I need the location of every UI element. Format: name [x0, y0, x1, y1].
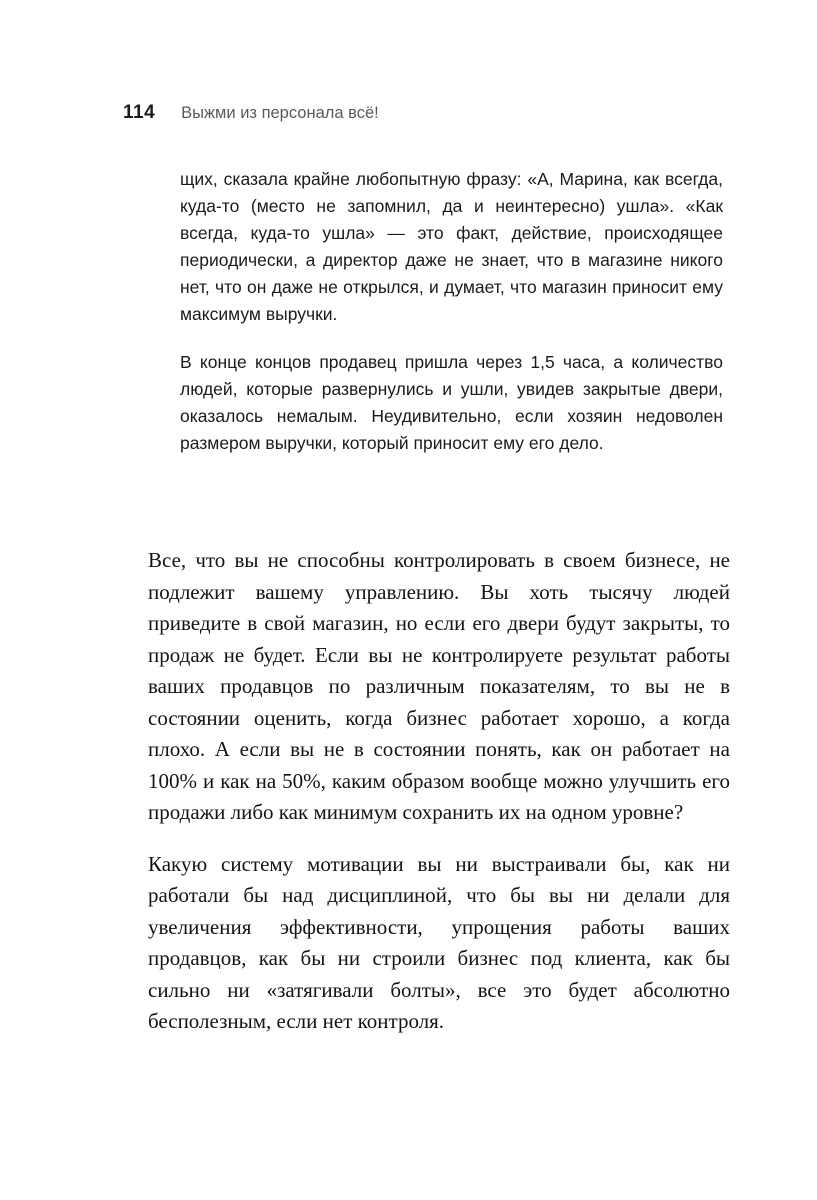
running-head	[123, 102, 379, 124]
running-title: Выжми из персонала всё!	[181, 104, 379, 122]
body-paragraph-2: Какую систему мотивации вы ни выстраивали бы, как ни работали бы над дисциплиной, что бы вы ни делали для увеличения эффективности, упрощения работы ваших продавцов, как бы ни строили бизнес под клиента, как бы сильно ни «затягивали болты», все это будет абсолютно бесполезным, если нет контроля.	[148, 851, 730, 1033]
example-paragraph-2: В конце концов продавец пришла через 1,5 часа, а количество людей, которые развернулись и ушли, увидев закрытые двери, оказалось немалым. Неудивительно, если хозяин недоволен размером выручки, который приносит ему его дело.	[180, 352, 723, 453]
example-block	[180, 166, 723, 478]
body-paragraph-1: Все, что вы не способны контролировать в своем бизнесе, не подлежит вашему управлению. Вы хоть тысячу людей приведите в свой магазин, но если его двери будут закрыты, то продаж не будет. Если вы не контролируете результат работы ваших продавцов по различным показателям, то вы не в состоянии оценить, когда бизнес работает хорошо, а когда плохо. А если вы не в состоянии понять, как он работает на 100% и как на 50%, каким образом вообще можно улучшить его продажи либо как минимум сохранить их на одном уровне?	[148, 548, 730, 824]
body-text	[148, 545, 730, 1058]
page-number: 114	[123, 102, 156, 123]
example-paragraph-1: щих, сказала крайне любопытную фразу: «А, Марина, как всегда, куда-то (место не запомнил, да и неинтересно) ушла». «Как всегда, куда-то ушла» — это факт, действие, происходящее периодически, а директор даже не знает, что в магазине никого нет, что он даже не открылся, и думает, что магазин приносит ему максимум выручки.	[180, 169, 723, 324]
